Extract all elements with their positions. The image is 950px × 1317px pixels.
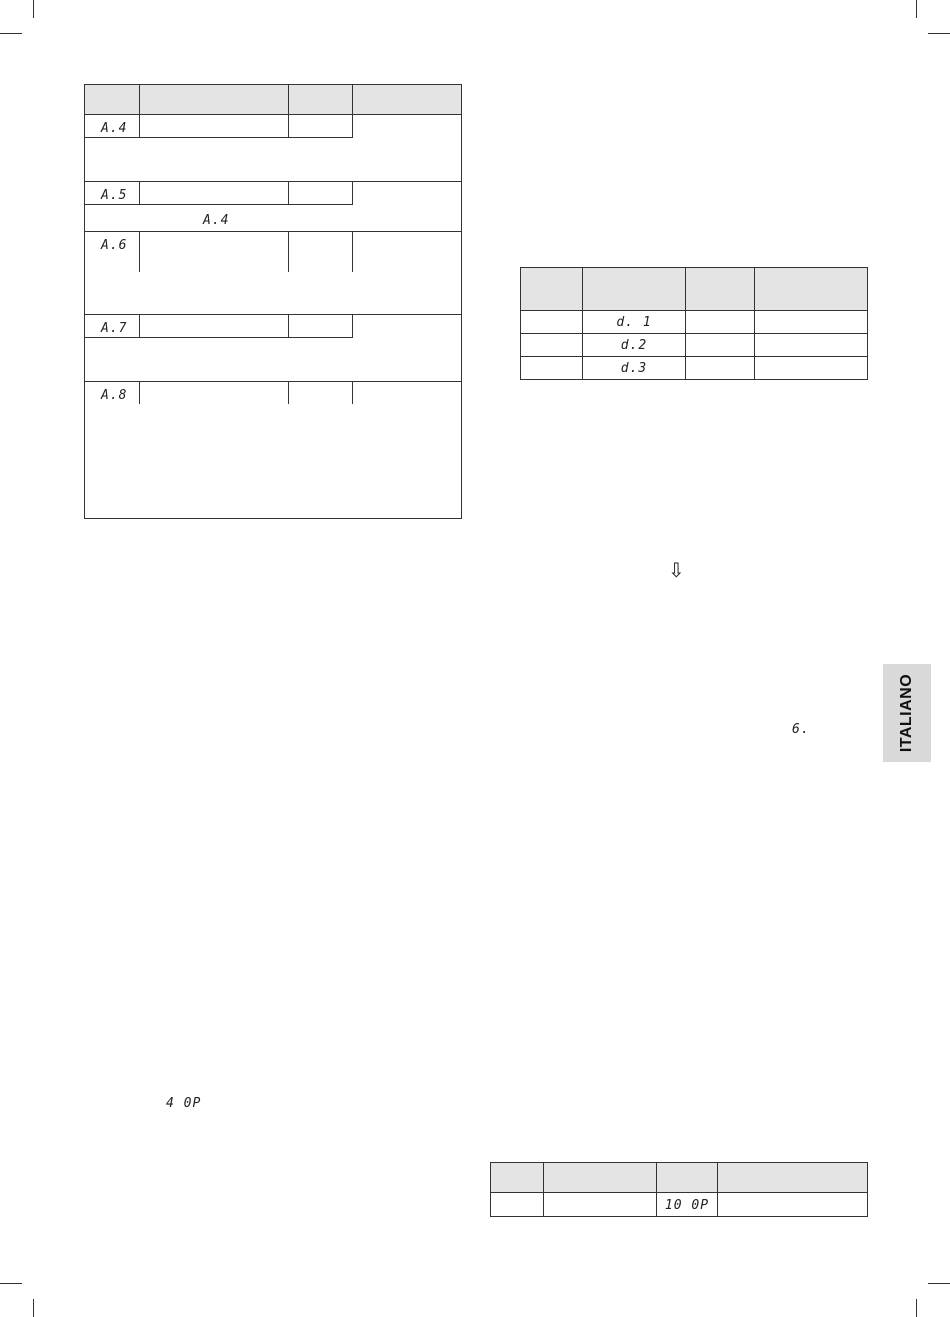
segment-code-a4: A.4 <box>101 121 128 136</box>
crop-mark <box>33 1299 34 1317</box>
segment-code-6: 6. <box>792 722 810 737</box>
table-row <box>521 334 868 357</box>
settings-table-d <box>520 267 868 380</box>
table-header-cell <box>686 268 755 311</box>
crop-mark <box>916 0 917 18</box>
table-row <box>85 232 462 272</box>
table-row <box>85 182 462 205</box>
table-header-cell <box>353 85 462 115</box>
arrow-down-icon: ⇩ <box>668 558 685 582</box>
crop-mark <box>0 33 22 34</box>
table-header-cell <box>85 85 140 115</box>
table-header-cell <box>544 1163 657 1193</box>
crop-mark <box>916 1299 917 1317</box>
language-tab <box>883 664 931 762</box>
table-header-cell <box>491 1163 544 1193</box>
segment-code-a6: A.6 <box>101 238 128 253</box>
table-row <box>491 1193 868 1217</box>
crop-mark <box>33 0 34 18</box>
segment-code-a8: A.8 <box>101 388 128 403</box>
crop-mark <box>0 1283 22 1284</box>
segment-code-d2: d.2 <box>620 338 648 353</box>
table-header-cell <box>521 268 583 311</box>
table-row <box>85 315 462 338</box>
table-header-cell <box>755 268 868 311</box>
language-tab-label: ITALIANO <box>898 673 916 753</box>
table-header-cell <box>657 1163 718 1193</box>
crop-mark <box>928 1283 950 1284</box>
table-header-cell <box>718 1163 868 1193</box>
segment-code-d1: d. 1 <box>616 315 652 330</box>
table-header-cell <box>583 268 686 311</box>
table-header-cell <box>289 85 353 115</box>
segment-code-d3: d.3 <box>620 361 648 376</box>
table-row <box>85 115 462 138</box>
table-row <box>85 382 462 405</box>
table-row <box>521 311 868 334</box>
segment-code-40p: 4 0P <box>166 1096 202 1111</box>
segment-code-100p: 10 0P <box>664 1197 710 1213</box>
crop-mark <box>928 33 950 34</box>
segment-code-a5: A.5 <box>101 188 128 203</box>
settings-table-c <box>490 1162 868 1217</box>
segment-code-a7: A.7 <box>101 321 128 336</box>
table-row <box>521 357 868 380</box>
segment-code-a4-ref: A.4 <box>203 213 230 228</box>
settings-table-a <box>84 84 462 519</box>
table-header-cell <box>140 85 289 115</box>
